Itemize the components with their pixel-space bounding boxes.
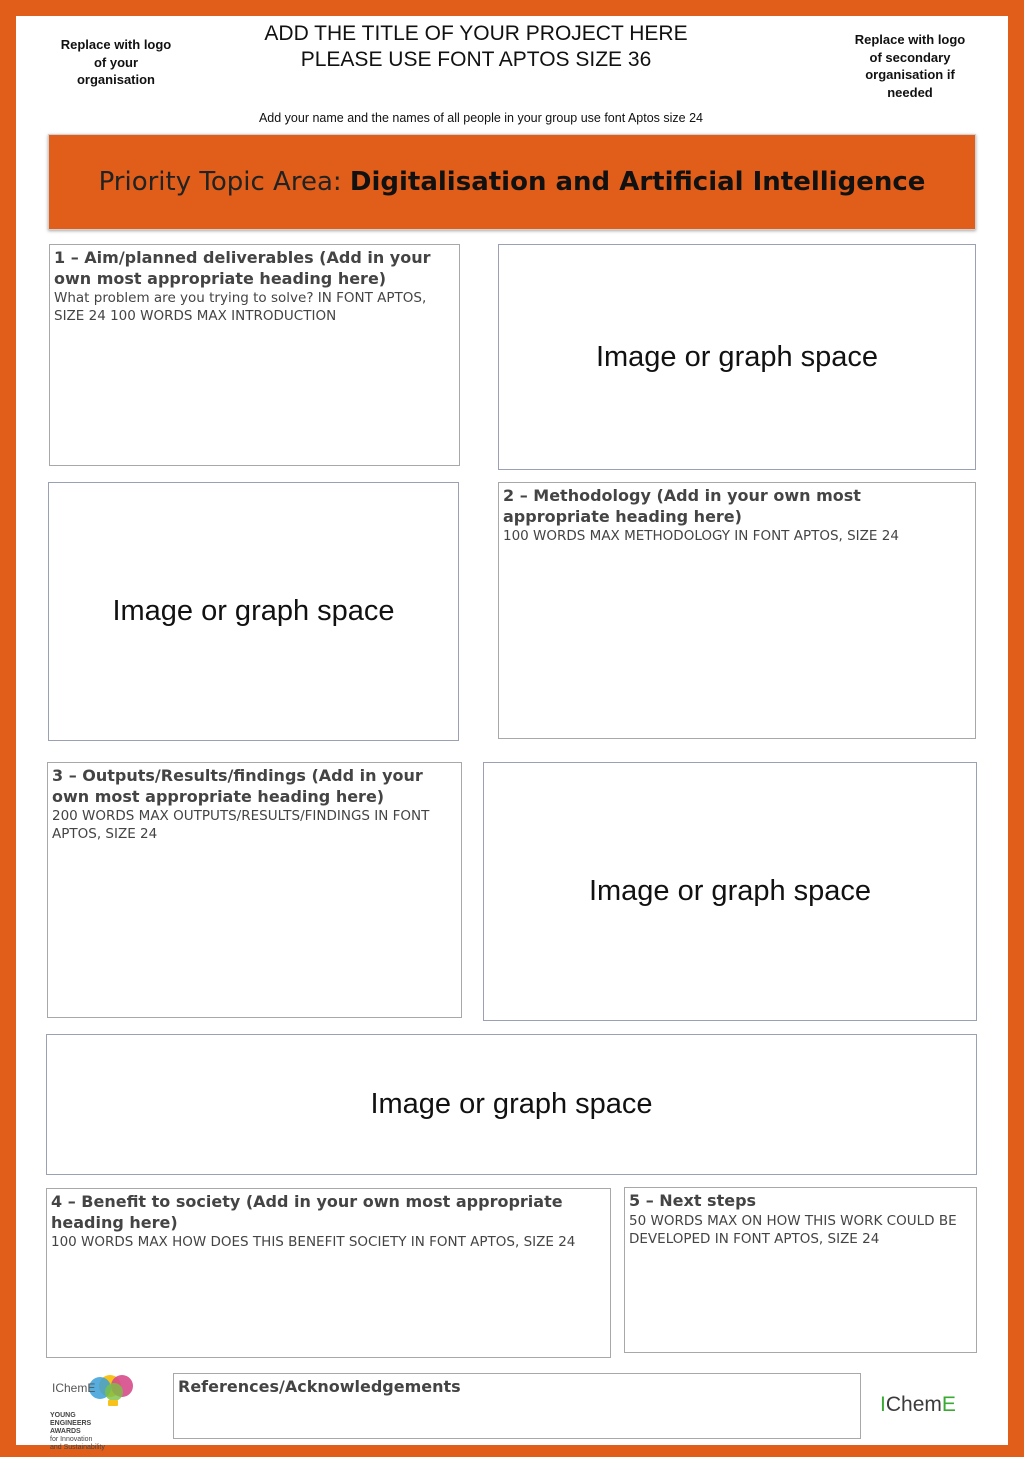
- image-placeholder: [483, 762, 977, 1021]
- icheme-logo-e: E: [941, 1393, 956, 1416]
- author-names: Add your name and the names of all people in your group use font Aptos size 24: [258, 111, 704, 125]
- section-body: 100 WORDS MAX METHODOLOGY IN FONT APTOS, SIZE 24: [503, 528, 899, 544]
- title-line: PLEASE USE FONT APTOS SIZE 36: [300, 48, 652, 71]
- logo-right-line: needed: [887, 84, 933, 100]
- image-placeholder-label: Image or graph space: [112, 595, 395, 627]
- section-results-box: [47, 762, 462, 1018]
- image-placeholder-label: Image or graph space: [370, 1088, 653, 1120]
- icheme-logo-mid: Chem: [885, 1393, 942, 1416]
- title-line: ADD THE TITLE OF YOUR PROJECT HERE: [264, 22, 688, 45]
- image-placeholder-label: Image or graph space: [595, 340, 879, 373]
- references-box: [173, 1373, 861, 1439]
- yea-line: and Sustainability: [50, 1444, 105, 1451]
- logo-left-line: of your: [93, 54, 139, 70]
- image-placeholder-label: Image or graph space: [588, 875, 872, 907]
- section-benefit-box: [46, 1188, 611, 1358]
- secondary-logo-placeholder: [840, 31, 980, 101]
- logo-left-line: Replace with logo: [60, 37, 172, 52]
- project-title: [246, 21, 706, 73]
- section-methodology-box: [498, 482, 976, 739]
- yea-line: AWARDS: [50, 1428, 81, 1435]
- poster-canvas: [16, 16, 1008, 1451]
- lightbulb-icon: [50, 1372, 145, 1408]
- section-body: 200 WORDS MAX OUTPUTS/RESULTS/FINDINGS IN FONT APTOS, SIZE 24: [52, 808, 430, 842]
- priority-topic-banner: [48, 134, 976, 230]
- logo-right-line: of secondary: [869, 49, 951, 65]
- banner-prefix: Priority Topic Area:: [98, 167, 350, 197]
- yea-brand-text: IChemE: [52, 1381, 96, 1395]
- yea-line: for Innovation: [50, 1436, 93, 1443]
- logo-left-line: organisation: [76, 72, 155, 87]
- yea-line: YOUNG: [50, 1412, 76, 1419]
- banner-topic: Digitalisation and Artificial Intelligence: [349, 167, 926, 197]
- logo-right-line: organisation if: [865, 67, 955, 82]
- section-heading: 5 – Next steps: [629, 1191, 757, 1210]
- section-body: 50 WORDS MAX ON HOW THIS WORK COULD BE DEVELOPED IN FONT APTOS, SIZE 24: [629, 1212, 957, 1247]
- references-heading: References/Acknowledgements: [178, 1377, 461, 1396]
- section-body: 100 WORDS MAX HOW DOES THIS BENEFIT SOCIETY IN FONT APTOS, SIZE 24: [51, 1234, 576, 1250]
- young-engineers-awards-logo: [50, 1372, 145, 1451]
- image-placeholder: [48, 482, 459, 741]
- logo-right-line: Replace with logo: [854, 32, 966, 47]
- image-placeholder: [498, 244, 976, 470]
- section-heading: 4 – Benefit to society (Add in your own most appropriate heading here): [51, 1192, 563, 1232]
- section-body: What problem are you trying to solve? IN FONT APTOS, SIZE 24 100 WORDS MAX INTRODUCTION: [54, 290, 427, 324]
- section-aim-box: [49, 244, 460, 466]
- icheme-logo: [880, 1393, 956, 1417]
- primary-logo-placeholder: [46, 36, 186, 89]
- section-heading: 1 – Aim/planned deliverables (Add in your own most appropriate heading here): [54, 248, 431, 288]
- section-heading: 2 – Methodology (Add in your own most appropriate heading here): [503, 486, 861, 526]
- section-next-steps-box: [624, 1187, 977, 1353]
- section-heading: 3 – Outputs/Results/findings (Add in your own most appropriate heading here): [52, 766, 423, 806]
- icheme-logo-i: I: [880, 1393, 886, 1416]
- yea-logo-text: [50, 1412, 145, 1452]
- image-placeholder-wide: [46, 1034, 977, 1175]
- yea-line: ENGINEERS: [50, 1420, 92, 1427]
